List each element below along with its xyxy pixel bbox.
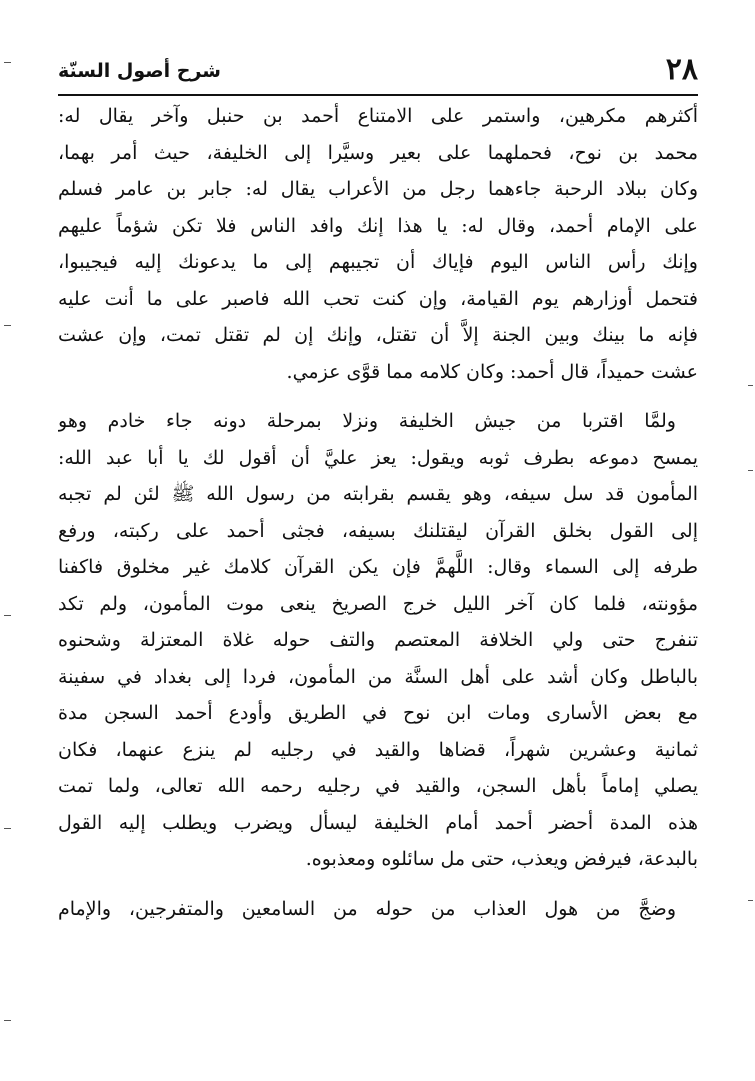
text-line: هذه المدة أحضر أحمد أمام الخليفة ليسأل ويضرب ويطلب إليه القول: [58, 811, 698, 834]
text-line: وإنك رأس الناس اليوم فإياك أن تجيبهم إلى ما يدعونك إليه فيجيبوا،: [58, 251, 698, 273]
text-line: يصلي إماماً بأهل السجن، والقيد في رجليه رحمه الله تعالى، ولما تمت: [58, 775, 698, 797]
scan-margin-mark: [4, 828, 11, 829]
running-title: شرح أصول السنّة: [58, 60, 221, 82]
body-text: [58, 98, 698, 927]
text-line: فإنه ما بينك وبين الجنة إلاَّ أن تقتل، وإنك إن لم تقتل تمت، وإن عشت: [58, 324, 698, 346]
paragraph: [58, 98, 698, 390]
text-line: عشت حميداً، قال أحمد: وكان كلامه مما قوَّى عزمي.: [286, 360, 698, 383]
scan-margin-mark: [4, 1020, 11, 1021]
text-line: وكان ببلاد الرحبة جاءهما رجل من الأعراب يقال له: جابر بن عامر فسلم: [58, 178, 698, 200]
header-rule: [58, 94, 698, 96]
scan-margin-mark: [748, 470, 753, 471]
text-line: فتحمل أوزارهم يوم القيامة، وإن كنت تحب الله فاصبر على ما أنت عليه: [58, 287, 698, 310]
text-line: تنفرج حتى ولي الخلافة المعتصم والتف حوله غلاة المعتزلة وشحنوه: [58, 629, 698, 651]
text-line: على الإمام أحمد، وقال له: يا هذا إنك وافد الناس فلا تكن شؤماً عليهم: [58, 214, 698, 237]
text-line: محمد بن نوح، فحملهما على بعير وسيَّرا إلى الخليفة، حيث أمر بهما،: [58, 141, 698, 164]
scan-margin-mark: [748, 385, 753, 386]
scan-margin-mark: [4, 325, 11, 326]
text-line: بالبدعة، فيرفض ويعذب، حتى مل سائلوه ومعذبوه.: [305, 848, 698, 870]
text-line: إلى القول بخلق القرآن ليقتلنك بسيفه، فجثى أحمد على ركبته، ورفع: [58, 519, 698, 542]
text-line: يمسح دموعه بطرف ثوبه ويقول: يعز عليَّ أن أقول لك يا أبا عبد الله:: [58, 446, 698, 469]
scan-margin-mark: [4, 615, 11, 616]
text-line: المأمون قد سل سيفه، وهو يقسم بقرابته من رسول الله ﷺ لئن لم تجبه: [58, 483, 698, 505]
text-line: طرفه إلى السماء وقال: اللَّهمَّ فإن يكن القرآن كلامك غير مخلوق فاكفنا: [58, 556, 698, 578]
page-header: [58, 52, 698, 94]
page-number: ٢٨: [665, 52, 698, 87]
text-line: وضجَّ من هول العذاب من حوله من السامعين والمتفرجين، والإمام: [58, 897, 676, 920]
text-line: ثمانية وعشرين شهراً، قضاها والقيد في رجليه لم ينزع عنهما، فكان: [58, 738, 698, 761]
scan-margin-mark: [4, 62, 11, 63]
text-line: ولمَّا اقتربا من جيش الخليفة ونزلا بمرحلة دونه جاء خادم وهو: [58, 410, 676, 432]
text-line: بالباطل وكان أشد على أهل السنَّة من المأمون، فردا إلى بغداد في سفينة: [58, 665, 698, 688]
paragraph: [58, 403, 698, 878]
text-line: أكثرهم مكرهين، واستمر على الامتناع أحمد بن حنبل وآخر يقال له:: [58, 105, 698, 127]
paragraph: [58, 891, 698, 928]
text-line: مع بعض الأسارى ومات ابن نوح في الطريق وأودع أحمد السجن مدة: [58, 702, 698, 724]
scan-margin-mark: [748, 900, 753, 901]
text-line: مؤونته، فلما كان آخر الليل خرج الصريخ ينعى موت المأمون، ولم تكد: [58, 592, 698, 615]
